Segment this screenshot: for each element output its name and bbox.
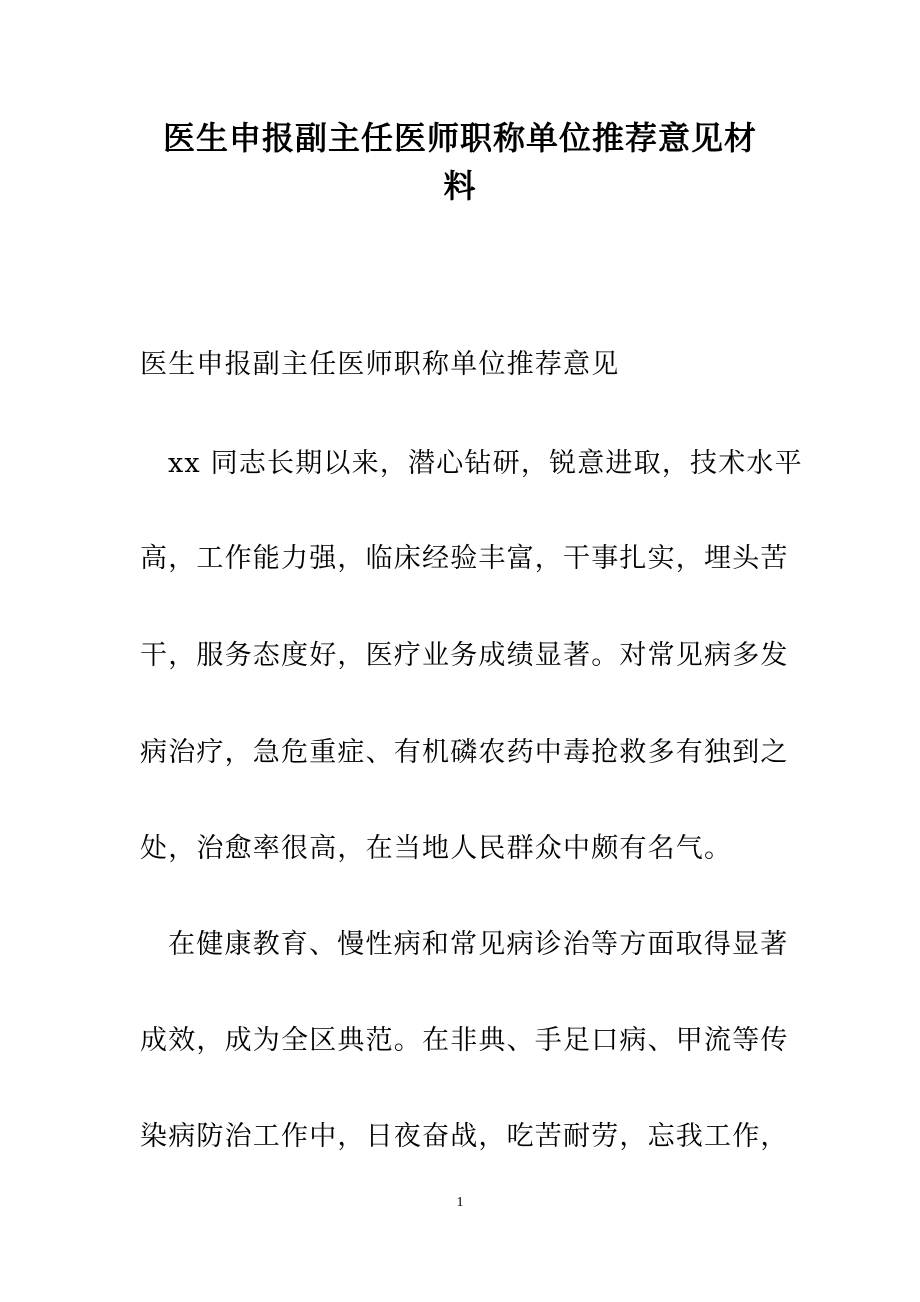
paragraph-line: 病治疗，急危重症、有机磷农药中毒抢救多有独到之 bbox=[140, 737, 789, 768]
document-title-line-1: 医生申报副主任医师职称单位推荐意见材 bbox=[162, 119, 757, 157]
page-number: 1 bbox=[456, 1195, 464, 1210]
paragraph-line: 在健康教育、慢性病和常见病诊治等方面取得显著 bbox=[168, 929, 789, 960]
paragraph-line: 染病防治工作中，日夜奋战，吃苦耐劳，忘我工作， bbox=[140, 1121, 789, 1152]
paragraph-line: 干，服务态度好，医疗业务成绩显著。对常见病多发 bbox=[140, 640, 789, 671]
paragraph-line: 高，工作能力强，临床经验丰富，干事扎实，埋头苦 bbox=[140, 543, 789, 574]
paragraph-line: 成效，成为全区典范。在非典、手足口病、甲流等传 bbox=[140, 1025, 789, 1056]
document-title-line-2: 料 bbox=[443, 167, 477, 205]
paragraph-line: xx 同志长期以来，潜心钻研，锐意进取，技术水平 bbox=[168, 448, 803, 479]
paragraph-line: 处，治愈率很高，在当地人民群众中颇有名气。 bbox=[140, 833, 733, 864]
document-subtitle: 医生申报副主任医师职称单位推荐意见 bbox=[140, 349, 620, 380]
